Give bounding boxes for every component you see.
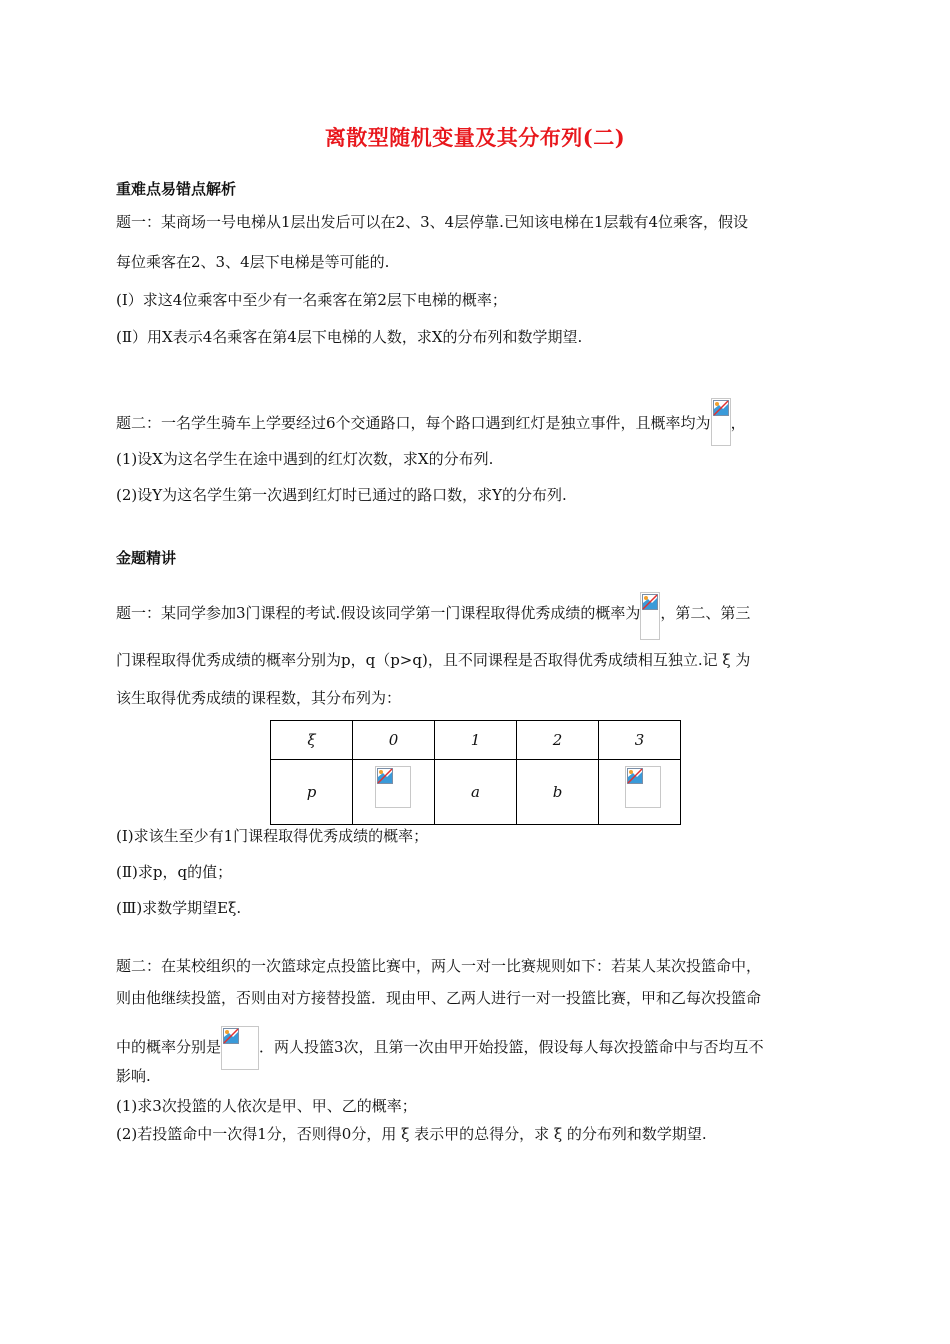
broken-image-icon	[375, 766, 411, 808]
table-cell-image	[353, 760, 435, 825]
s2-q1-text-b: ，第二、第三	[660, 604, 751, 622]
s2-q1-part1: (Ⅰ)求该生至少有1门课程取得优秀成绩的概率；	[116, 827, 429, 845]
table-row	[271, 760, 681, 825]
s1-q1-line1: 题一：某商场一号电梯从1层出发后可以在2、3、4层停靠.已知该电梯在1层载有4位乘客，假设	[116, 213, 749, 231]
s2-q2-line4: 影响.	[116, 1067, 151, 1085]
table-cell: a	[435, 760, 517, 825]
s2-q2-line3	[116, 1026, 764, 1070]
table-cell: ξ	[271, 721, 353, 760]
s1-q1-part2: (Ⅱ）用X表示4名乘客在第4层下电梯的人数，求X的分布列和数学期望.	[116, 328, 583, 346]
table-cell: 2	[517, 721, 599, 760]
s2-q2-part2: (2)若投篮命中一次得1分，否则得0分，用 ξ 表示甲的总得分，求 ξ 的分布列和数学期望.	[116, 1125, 707, 1143]
table-cell: b	[517, 760, 599, 825]
table-cell: 3	[599, 721, 681, 760]
distribution-table	[270, 720, 681, 825]
table-cell: 1	[435, 721, 517, 760]
s1-q1-line2: 每位乘客在2、3、4层下电梯是等可能的.	[116, 253, 390, 271]
table-cell: 0	[353, 721, 435, 760]
s2-q1-part2: (Ⅱ)求p，q的值；	[116, 863, 233, 881]
s2-q1-line1	[116, 592, 750, 640]
table-header-row	[271, 721, 681, 760]
table-cell: p	[271, 760, 353, 825]
s2-q2-line1: 题二：在某校组织的一次篮球定点投篮比赛中，两人一对一比赛规则如下：若某人某次投篮命中，	[116, 957, 762, 975]
s2-q2-text-b: ．两人投篮3次，且第一次由甲开始投篮，假设每人每次投篮命中与否均互不	[259, 1038, 764, 1056]
broken-image-icon	[625, 766, 661, 808]
s1-q2-line1	[116, 398, 746, 446]
s2-q1-line3: 该生取得优秀成绩的课程数，其分布列为：	[116, 689, 402, 707]
broken-image-icon	[711, 398, 731, 446]
s1-q2-text-end: ，	[730, 414, 746, 432]
table-cell-image	[599, 760, 681, 825]
s1-q2-text: 题二：一名学生骑车上学要经过6个交通路口，每个路口遇到红灯是独立事件，且概率均为	[116, 414, 711, 432]
s2-q1-text-a: 题一：某同学参加3门课程的考试.假设该同学第一门课程取得优秀成绩的概率为	[116, 604, 641, 622]
s2-q2-line2: 则由他继续投篮，否则由对方接替投篮．现由甲、乙两人进行一对一投篮比赛，甲和乙每次投篮命	[116, 989, 762, 1007]
s2-q2-part1: (1)求3次投篮的人依次是甲、甲、乙的概率；	[116, 1097, 417, 1115]
s2-q2-text-a: 中的概率分别是	[116, 1038, 222, 1056]
page-title: 离散型随机变量及其分布列(二)	[324, 125, 626, 150]
section-heading-1: 重难点易错点解析	[116, 180, 237, 198]
s1-q2-part2: (2)设Y为这名学生第一次遇到红灯时已通过的路口数，求Y的分布列.	[116, 486, 567, 504]
broken-image-icon	[221, 1026, 259, 1070]
s2-q1-line2: 门课程取得优秀成绩的概率分别为p，q（p>q)，且不同课程是否取得优秀成绩相互独立.记 ξ 为	[116, 651, 751, 669]
s1-q1-part1: (Ⅰ）求这4位乘客中至少有一名乘客在第2层下电梯的概率；	[116, 291, 507, 309]
section-heading-2: 金题精讲	[116, 549, 177, 567]
s2-q1-part3: (Ⅲ)求数学期望Eξ.	[116, 899, 242, 917]
broken-image-icon	[640, 592, 660, 640]
s1-q2-part1: (1)设X为这名学生在途中遇到的红灯次数，求X的分布列.	[116, 450, 494, 468]
